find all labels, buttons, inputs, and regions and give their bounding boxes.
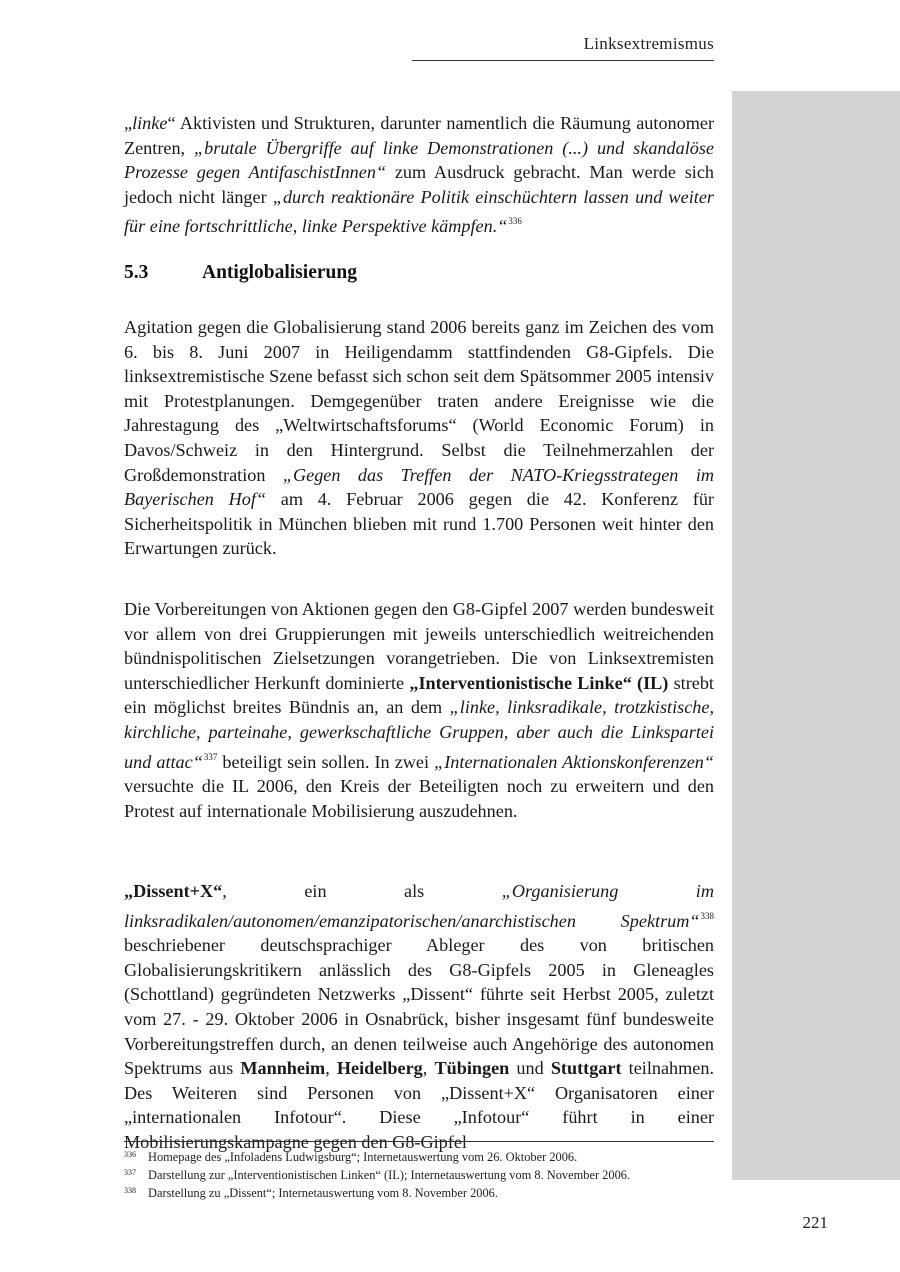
text-span: Die Vorbereitungen von Aktionen gegen den G8-Gipfel 2007 werden bundesweit vor allem von drei Gruppierungen mit jeweils unterschiedlich weitreichenden bündnispolitischen Zielsetzungen vorangetrieben. Die von Linksextremisten unterschiedlicher Herkunft dominierte <box>124 599 714 693</box>
paragraph-dissent <box>124 879 714 1155</box>
footnote-number: 336 <box>124 1150 136 1159</box>
text-span: beteiligt sein sollen. In zwei <box>217 751 435 772</box>
section-heading <box>124 262 357 284</box>
italic-quote: „Organisierung im linksradikalen/autonomen/emanzipatorischen/anarchistischen Spektrum“ <box>124 881 714 931</box>
bold-term: Tübingen <box>434 1058 510 1079</box>
text-span: beschriebener deutschsprachiger Ableger des von britischen Globalisierungskritikern anlässlich des G8-Gipfels 2005 in Gleneagles (Schottland) gegründeten Netzwerks „Dissent“ führte seit Herbst 2005, zuletzt vom 27. - 29. Oktober 2006 in Osnabrück, bisher insgesamt fünf bundesweite Vorbereitungstreffen durch, an denen teilweise auch Angehörige des autonomen Spektrums aus <box>124 935 714 1079</box>
paragraph-preparations <box>124 597 714 823</box>
footnote <box>124 1183 714 1201</box>
italic-quote: „Internationalen Aktionskonferenzen“ <box>434 751 714 772</box>
text-span: und <box>509 1058 551 1079</box>
running-header: Linksextremismus <box>583 34 714 53</box>
text-span: „ <box>124 113 133 133</box>
text-span: zum Ausdruck gebracht. Man werde sich jedoch nicht länger <box>124 162 714 207</box>
bold-term: „Dissent+X“ <box>124 881 223 901</box>
header-rule <box>412 60 714 61</box>
italic-quote: „Gegen das Treffen der NATO-Kriegsstrategen im Bayerischen Hof“ <box>124 464 715 510</box>
paragraph-intro <box>124 111 714 239</box>
footnote-text: Homepage des „Infoladens Ludwigsburg“; Internetauswertung vom 26. Oktober 2006. <box>148 1150 578 1164</box>
bold-term: Heidelberg <box>336 1058 423 1079</box>
text-span: “ Aktivisten und Strukturen, darunter namentlich die Räumung autonomer Zentren, <box>124 113 714 158</box>
footnote-number: 337 <box>124 1168 136 1177</box>
text-span: versuchte die IL 2006, den Kreis der Beteiligten noch zu erweitern und den Protest auf internationale Mobilisierung auszudehnen. <box>124 776 714 821</box>
page-number: 221 <box>802 1213 828 1232</box>
bold-term: Stuttgart <box>550 1058 622 1079</box>
footnote-reference[interactable]: 338 <box>700 910 714 921</box>
footnote-reference[interactable]: 336 <box>508 216 522 227</box>
footnote-text: Darstellung zur „Interventionistischen Linken“ (IL); Internetauswertung vom 8. November 2006. <box>148 1168 631 1182</box>
footnote-number: 338 <box>124 1186 136 1195</box>
italic-span: linke <box>132 113 168 133</box>
bold-term: „Interventionistische Linke“ (IL) <box>409 672 669 693</box>
paragraph-agitation <box>124 315 714 561</box>
section-number: 5.3 <box>124 262 149 283</box>
text-span: teilnahmen. Des Weiteren sind Personen von „Dissent+X“ Organisatoren einer „internationalen Infotour“. Diese „Infotour“ führt in einer Mobilisierungskampagne gegen den G8-Gipfel <box>124 1058 715 1152</box>
footnote-reference[interactable]: 337 <box>203 751 218 762</box>
italic-quote: „brutale Übergriffe auf linke Demonstrationen (...) und skandalöse Prozesse gegen AntifaschistInnen“ <box>124 137 714 183</box>
italic-quote: „durch reaktionäre Politik einschüchtern lassen und weiter für eine fortschrittliche, linke Perspektive kämpfen.“ <box>124 186 714 237</box>
side-margin-tab <box>732 91 900 1180</box>
bold-term: Mannheim <box>240 1058 326 1079</box>
italic-quote: „linke, linksradikale, trotzkistische, kirchliche, parteinahe, gewerkschaftliche Gruppen, aber auch die Linkspartei und attac“ <box>124 697 714 772</box>
text-span: , ein als <box>222 881 502 901</box>
text-span: , <box>422 1058 435 1079</box>
footnote-rule <box>124 1141 714 1142</box>
text-span: am 4. Februar 2006 gegen die 42. Konferenz für Sicherheitspolitik in München blieben mit rund 1.700 Personen weit hinter den Erwartungen zurück. <box>124 489 714 559</box>
text-span: , <box>325 1058 337 1079</box>
footnote <box>124 1147 714 1165</box>
text-span: strebt ein möglichst breites Bündnis an, an dem <box>124 672 714 718</box>
footnote-text: Darstellung zu „Dissent“; Internetauswertung vom 8. November 2006. <box>148 1186 498 1200</box>
section-title: Antiglobalisierung <box>202 262 357 283</box>
text-span: Agitation gegen die Globalisierung stand 2006 bereits ganz im Zeichen des vom 6. bis 8. Juni 2007 in Heiligendamm stattfindenden G8-Gipfels. Die linksextremistische Szene befasst sich schon seit dem Spätsommer 2005 intensiv mit Protestplanungen. Demgegenüber traten andere Ereignisse wie die Jahrestagung des „Weltwirtschaftsforums“ (World Economic Forum) in Davos/Schweiz in den Hintergrund. Selbst die Teilnehmerzahlen der Großdemonstration <box>124 317 714 485</box>
footnote <box>124 1165 714 1183</box>
